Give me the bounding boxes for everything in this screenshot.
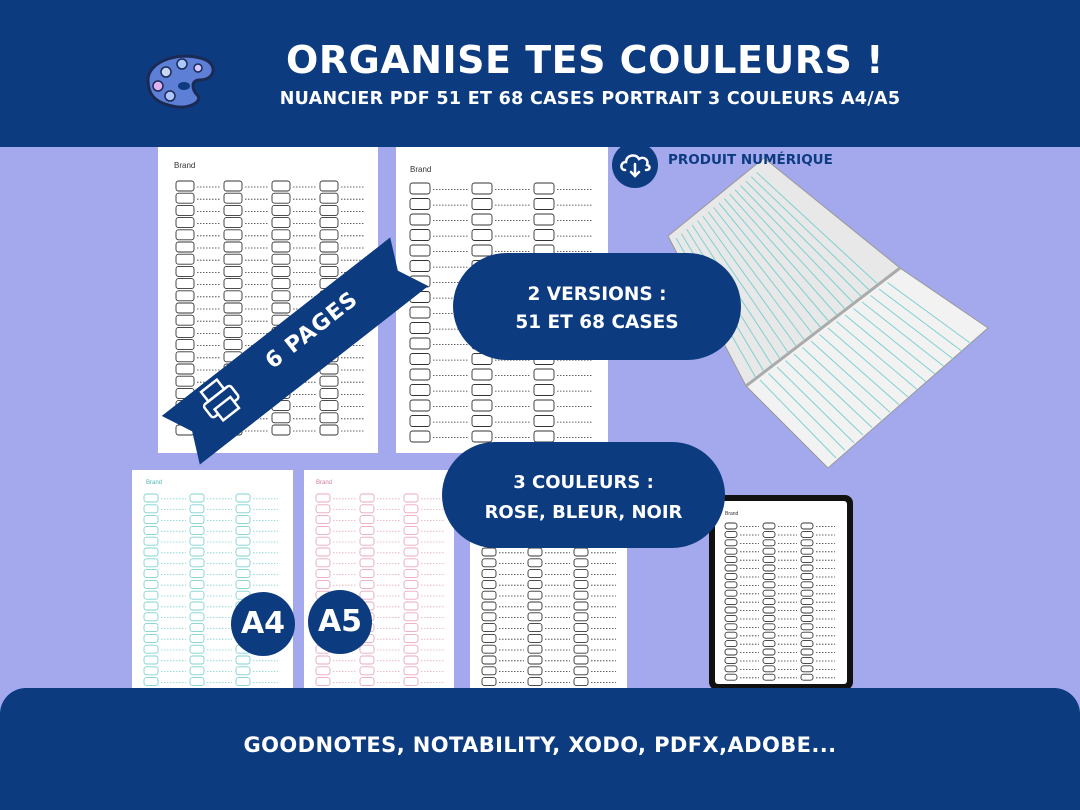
brand-label: Brand <box>174 161 196 170</box>
versions-pill <box>453 253 741 360</box>
page-title: ORGANISE TES COULEURS ! <box>286 38 884 82</box>
swatch-grid <box>715 501 847 684</box>
preview-page-pink <box>304 470 454 690</box>
colors-pill <box>442 442 725 548</box>
digital-product-label: PRODUIT NUMÉRIQUE <box>668 152 833 168</box>
digital-product-badge <box>612 142 882 182</box>
page-subtitle: NUANCIER PDF 51 ET 68 CASES PORTRAIT 3 COULEURS A4/A5 <box>279 89 901 109</box>
preview-page-blue <box>132 470 293 690</box>
tablet-screen <box>715 501 847 684</box>
footer-banner <box>0 688 1080 810</box>
format-a4-badge: A4 <box>231 592 295 656</box>
versions-line1: 2 VERSIONS : <box>527 284 667 305</box>
pages-ribbon-label: 6 PAGES <box>260 286 364 375</box>
brand-label: Brand <box>316 480 333 486</box>
compatible-apps: GOODNOTES, NOTABILITY, XODO, PDFX,ADOBE... <box>243 733 837 757</box>
swatch-grid <box>304 470 454 690</box>
palette-icon <box>138 50 218 110</box>
colors-line1: 3 COULEURS : <box>513 472 654 493</box>
brand-label: Brand <box>146 480 163 486</box>
brand-label: Brand <box>410 165 432 174</box>
swatch-grid <box>132 470 293 690</box>
format-a5-badge: A5 <box>308 590 372 654</box>
tablet-mockup <box>709 495 853 690</box>
header-banner <box>0 0 1080 147</box>
brand-label: Brand <box>725 511 739 517</box>
versions-line2: 51 ET 68 CASES <box>515 312 679 333</box>
cloud-download-icon <box>612 142 658 188</box>
colors-line2: ROSE, BLEUR, NOIR <box>484 502 683 523</box>
